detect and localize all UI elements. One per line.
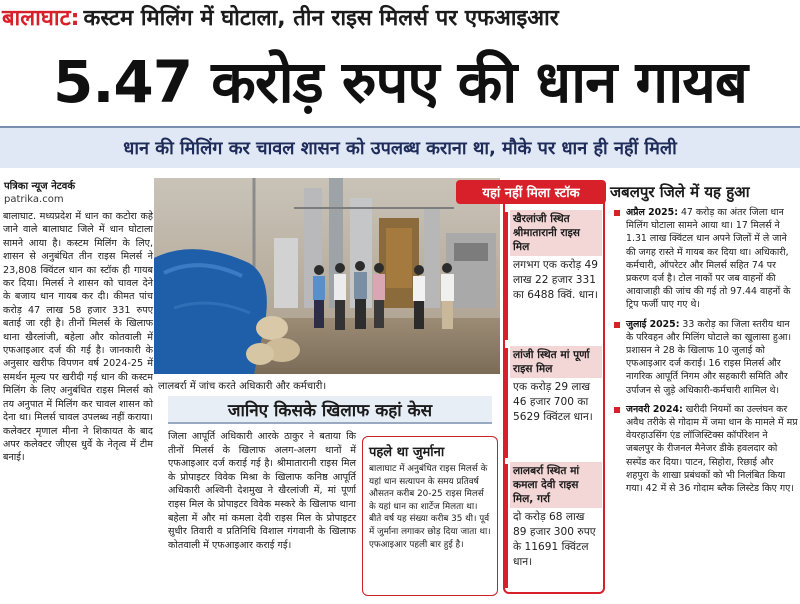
byline bbox=[4, 180, 154, 206]
deck-subheadline: धान की मिलिंग कर चावल शासन को उपलब्ध कराना था, मौके पर धान ही नहीं मिली bbox=[0, 126, 800, 168]
penalty-title: पहले था जुर्माना bbox=[369, 445, 445, 460]
timeline-text: खरीदी नियमों का उल्लंघन कर अवैध तरीके से गोदाम में जमा धान के मामले में मप्र वेयरहाउसिंग एंड लॉजिस्टिक्स कॉर्पोरेशन ने जबलपुर के रीजनल मैनेजर डीके हवलदार को सस्पेंड कर दिया। पाटन, सिहोरा, रिछाई और शहपुरा के शाखा प्रबंधकों को भी निलंबित किया गया। 42 में से 36 गोदाम ब्लैक लिस्टेड किए गए। bbox=[626, 403, 798, 495]
kicker-place: बालाघाट: bbox=[2, 6, 80, 31]
stock-item-head: लालबर्रा स्थित मां कमला देवी राइस मिल, गर्रा bbox=[510, 462, 602, 508]
kicker bbox=[0, 0, 800, 34]
news-photo bbox=[154, 178, 500, 374]
stock-item-value: एक करोड़ 29 लाख 46 हजार 700 का 5629 क्विंटल धान। bbox=[513, 381, 593, 423]
timeline-text: 47 करोड़ का अंतर जिला धान मिलिंग घोटाला सामने आया था। 17 मिलर्स ने 1.31 लाख क्विंटल धान अपने जिलों में ले जाने की जगह रास्ते में गायब कर दिया था। अधिकारी, कर्मचारी, ऑपरेटर और मिलर्स सहित 74 पर प्रकरण दर्ज है। टोल नाकों पर जब वाहनों की आवाजाही की जांच की गई तो 97.44 वाहनों के ट्रिप फर्जी पाए गए थे। bbox=[626, 207, 791, 311]
stock-item-head: खैरलांजी स्थित श्रीमातारानी राइस मिल bbox=[510, 210, 602, 256]
stock-item bbox=[510, 462, 602, 572]
kicker-text: कस्टम मिलिंग में घोटाला, तीन राइस मिलर्स पर एफआइआर bbox=[83, 6, 559, 31]
stock-item-head: लांजी स्थित मां पूर्णा राइस मिल bbox=[510, 346, 602, 378]
right-column-title: जबलपुर जिले में यह हुआ bbox=[610, 183, 750, 201]
headline: 5.47 करोड़ रुपए की धान गायब bbox=[53, 47, 747, 116]
mid-body-text: जिला आपूर्ति अधिकारी आरके ठाकुर ने बताया कि तीनों मिलर्स के खिलाफ अलग-अलग थानों में एफआइआर दर्ज कराई गई है। श्रीमातारानी राइस मिल के प्रोपाइटर विवेक मिश्रा के खिलाफ कनिष्ठ आपूर्ति अधिकारी अश्विनी देशमुख ने खैरलांजी में, मां पूर्णा राइस मिल के प्रोपाइटर विवेक मस्करे के खिलाफ थाना बहेला में और मां कमला देवी राइस मिल के प्रोपाइटर सुधीर तिवारी व प्रतिनिधि विशाल गंगवानी के खिलाफ कोतवाली में एफआइआर कराई गई। bbox=[168, 431, 356, 551]
stock-item bbox=[510, 346, 602, 427]
stock-item-value: दो करोड़ 68 लाख 89 हजार 300 रुपए के 11691 क्विंटल धान। bbox=[513, 511, 596, 568]
byline-site: patrika.com bbox=[4, 194, 64, 205]
timeline-item bbox=[612, 206, 798, 312]
stock-panel-label: यहां नहीं मिला स्टॉक bbox=[456, 180, 606, 204]
stock-item-marker bbox=[504, 212, 508, 340]
section-title: जानिए किसके खिलाफ कहां केस bbox=[168, 396, 492, 424]
left-body-text: बालाघाट. मध्यप्रदेश में धान का कटोरा कहे जाने वाले बालाघाट जिले में धान घोटाला सामने आया है। कस्टम मिलिंग के लिए, शासन से अनुबंधित तीन राइस मिलर्स ने 23,808 क्विंटल धान का स्टॉक ही गायब कर दिया। मिलर्स ने शासन को चावल देने के बजाय धान गायब कर दी। कीमत पांच करोड़ 47 लाख 58 हजार 331 रुपए बताई जा रही है। तीनों मिलर्स के खिलाफ थाना खैरलांजी, बहेला और कोतवाली में एफआइआर दर्ज की गई है। जानकारी के अनुसार खरीफ विपणन वर्ष 2024-25 में समर्थन मूल्य पर खरीदी गई धान की कस्टम मिलिंग के लिए अनुबंधित राइस मिलर्स को तय अनुपात में मिलिंग कर चावल शासन को देना था। मिलर्स चावल उपलब्ध नहीं कराया। कलेक्टर मृणाल मीना ने शिकायत के बाद अपर कलेक्टर जीएस धुर्वे के नेतृत्व में टीम बनाई। bbox=[3, 211, 153, 464]
stock-item bbox=[510, 210, 602, 305]
timeline-date: अप्रैल 2025: bbox=[626, 207, 678, 218]
penalty-box bbox=[362, 436, 498, 596]
byline-org: पत्रिका न्यूज नेटवर्क bbox=[4, 181, 76, 192]
right-column-list bbox=[612, 206, 798, 501]
photo-caption: लालबर्रा में जांच करते अधिकारी और कर्मचारी। bbox=[158, 381, 327, 392]
penalty-body: बालाघाट में अनुबंधित राइस मिलर्स के यहां धान सत्यापन के समय प्रतिवर्ष औसतन करीब 20-25 राइस मिलर्स के यहां धान का शार्टेज मिलता था। बीते वर्ष यह संख्या करीब 35 थी। पूर्व में जुर्माना लगाकर छोड़ दिया जाता था। एफआइआर पहली बार हुई है। bbox=[369, 464, 491, 550]
timeline-date: जनवरी 2024: bbox=[626, 403, 683, 415]
timeline-text: 33 करोड़ का जिला स्तरीय धान के परिवहन और मिलिंग घोटाले का खुलासा हुआ। प्रशासन ने 28 के खिलाफ 10 जुलाई को एफआइआर दर्ज कराई। 16 राइस मिलर्स और नागरिक आपूर्ति निगम और सहकारी समिति और उर्पाजन से जुड़े अधिकारी-कर्मचारी शामिल थे। bbox=[626, 318, 792, 396]
timeline-item bbox=[612, 318, 798, 397]
timeline-item bbox=[612, 403, 798, 495]
stock-item-marker bbox=[504, 348, 508, 458]
mill-photo-illustration bbox=[154, 178, 500, 374]
stock-item-marker bbox=[504, 464, 508, 588]
stock-item-value: लगभग एक करोड़ 49 लाख 22 हजार 331 का 6488 क्विं. धान। bbox=[513, 259, 599, 301]
timeline-date: जुलाई 2025: bbox=[626, 318, 680, 330]
